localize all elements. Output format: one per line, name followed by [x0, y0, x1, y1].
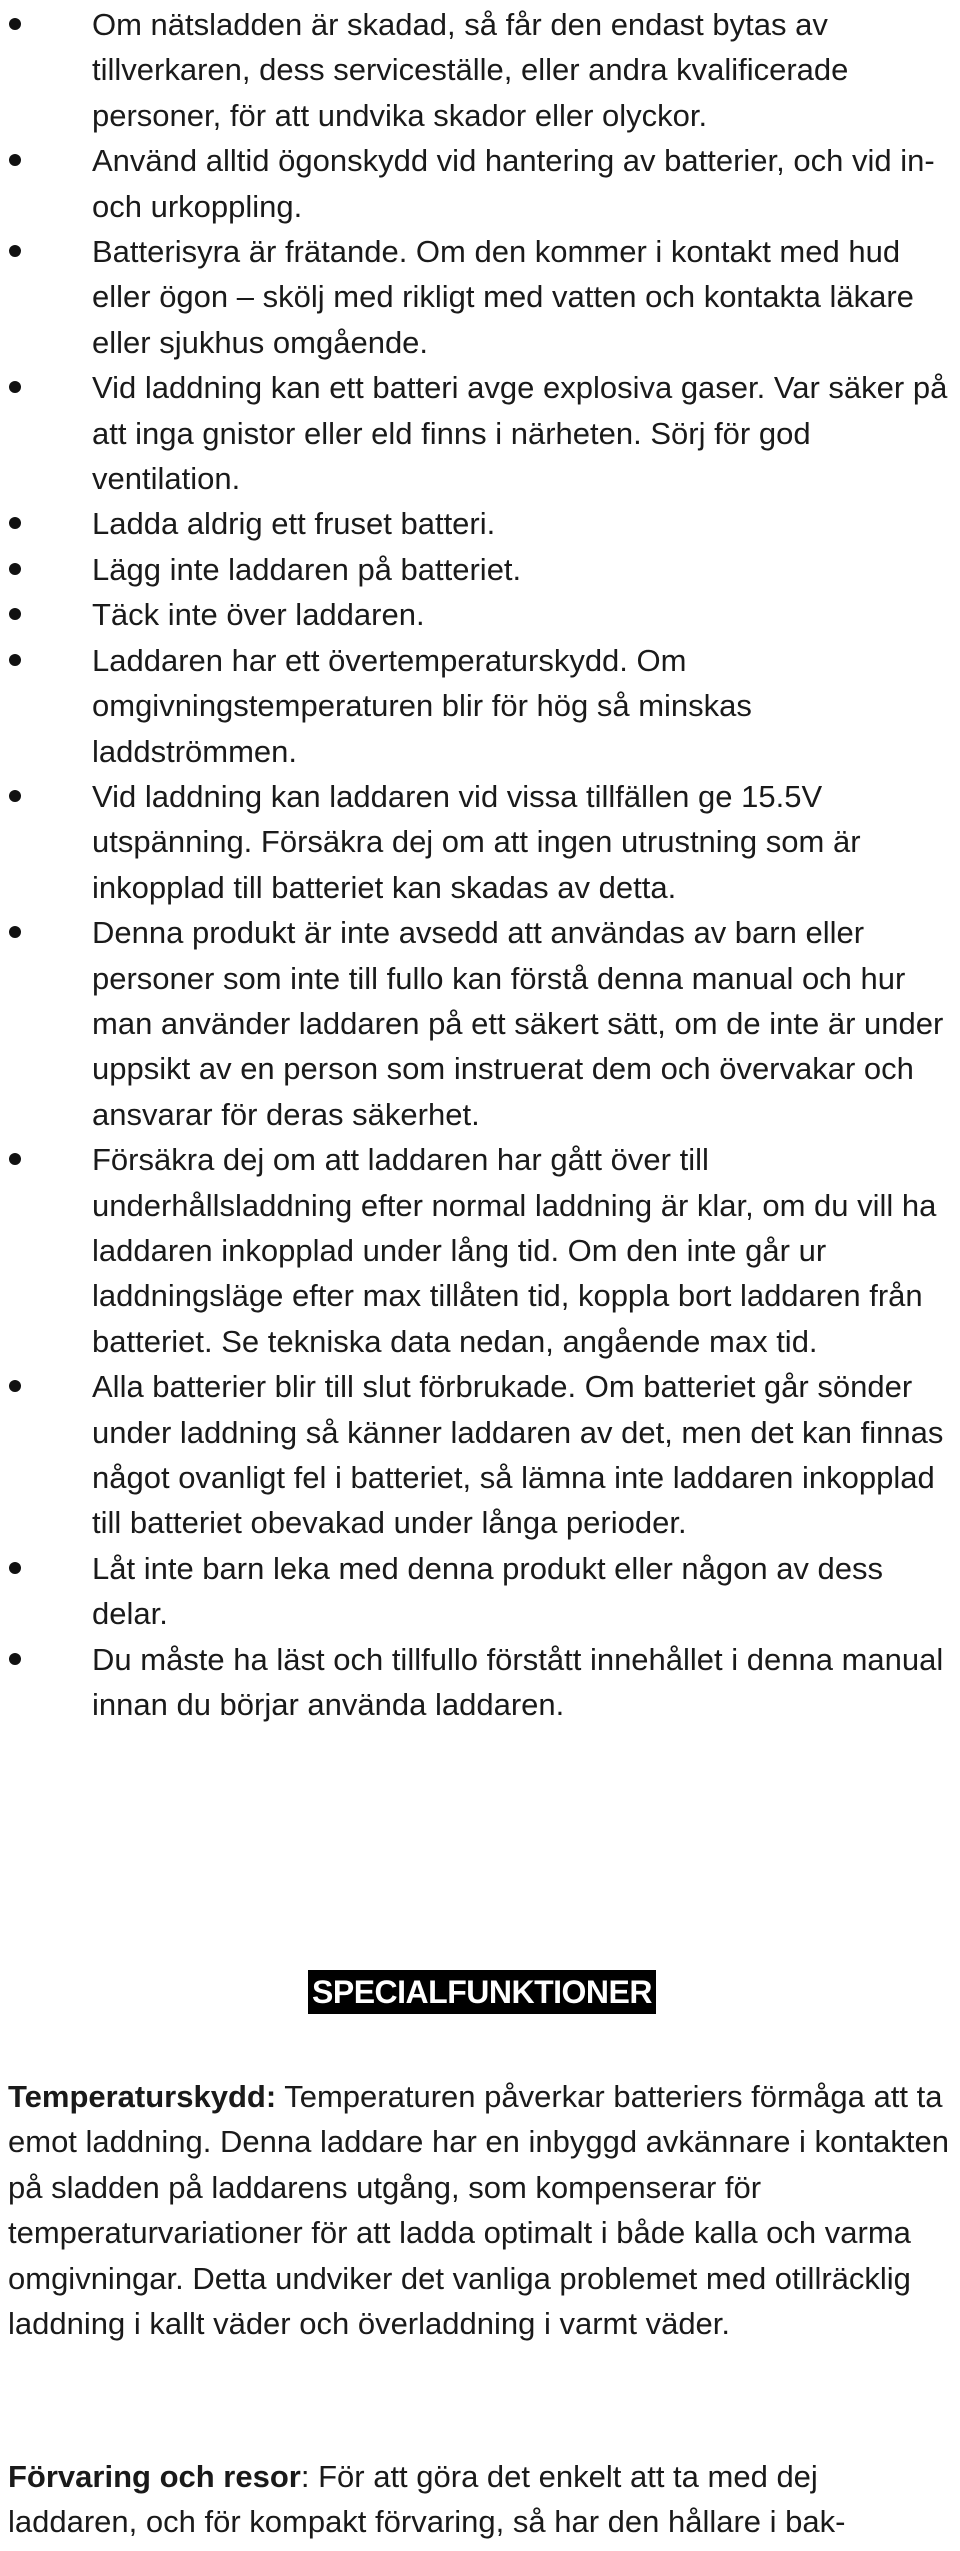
- bullet-icon: [9, 563, 21, 575]
- bullet-icon: [9, 790, 21, 802]
- section-heading: SPECIALFUNKTIONER: [308, 1970, 656, 2014]
- list-item: [0, 774, 960, 910]
- bullet-icon: [9, 1153, 21, 1165]
- temperature-label: Temperaturskydd:: [8, 2079, 277, 2114]
- bullet-icon: [9, 18, 21, 30]
- bullet-text: Täck inte över laddaren.: [92, 597, 425, 633]
- bullet-icon: [9, 926, 21, 938]
- bullet-text: Ladda aldrig ett fruset batteri.: [92, 506, 496, 542]
- list-item: [0, 229, 960, 365]
- bullet-icon: [9, 381, 21, 393]
- list-item: [0, 1546, 960, 1637]
- bullet-text: Om nätsladden är skadad, så får den endast bytas av tillverkaren, dess serviceställe, eller andra kvalificerade personer, för att undvika skador eller olyckor.: [92, 7, 849, 133]
- bullet-text: Vid laddning kan laddaren vid vissa tillfällen ge 15.5V utspänning. Försäkra dej om att ingen utrustning som är inkopplad till batteriet kan skadas av detta.: [92, 778, 861, 905]
- safety-bullet-list: [0, 2, 960, 1727]
- bullet-text: Låt inte barn leka med denna produkt eller någon av dess delar.: [92, 1550, 884, 1632]
- list-item: [0, 1137, 960, 1364]
- storage-text: : För att göra det enkelt att ta med dej laddaren, och för kompakt förvaring, så har den hållare i bak-: [8, 2459, 846, 2540]
- bullet-icon: [9, 517, 21, 529]
- storage-label: Förvaring och resor: [8, 2459, 301, 2494]
- bullet-text: Lägg inte laddaren på batteriet.: [92, 551, 522, 587]
- bullet-icon: [9, 245, 21, 257]
- list-item: [0, 138, 960, 229]
- bullet-icon: [9, 1380, 21, 1392]
- temperature-text: Temperaturen påverkar batteriers förmåga att ta emot laddning. Denna laddare har en inbyggd avkännare i kontakten på sladden på laddarens utgång, som kompenserar för temperaturvariationer för att ladda optimalt i både kalla och varma omgivningar. Detta undviker det vanliga problemet med otillräcklig laddning i kallt väder och överladdning i varmt väder.: [8, 2079, 949, 2342]
- bullet-text: Laddaren har ett övertemperaturskydd. Om omgivningstemperaturen blir för hög så minskas laddströmmen.: [92, 642, 752, 769]
- bullet-icon: [9, 1653, 21, 1665]
- list-item: [0, 2, 960, 138]
- bullet-text: Batterisyra är frätande. Om den kommer i kontakt med hud eller ögon – skölj med rikligt med vatten och kontakta läkare eller sjukhus omgående.: [92, 234, 914, 360]
- bullet-text: Försäkra dej om att laddaren har gått över till underhållsladdning efter normal laddning är klar, om du vill ha laddaren inkopplad under lång tid. Om den inte går ur laddningsläge efter max tillåten tid, koppla bort laddaren från batteriet. Se tekniska data nedan, angående max tid.: [92, 1142, 937, 1359]
- bullet-text: Använd alltid ögonskydd vid hantering av batterier, och vid in- och urkoppling.: [92, 143, 935, 224]
- list-item: [0, 910, 960, 1137]
- bullet-text: Alla batterier blir till slut förbrukade. Om batteriet går sönder under laddning så känner laddaren av det, men det kan finnas något ovanligt fel i batteriet, så lämna inte laddaren inkopplad till batteriet obevakad under långa perioder.: [92, 1369, 944, 1541]
- list-item: [0, 638, 960, 774]
- bullet-icon: [9, 1562, 21, 1574]
- bullet-text: Vid laddning kan ett batteri avge explosiva gaser. Var säker på att inga gnistor eller eld finns i närheten. Sörj för god ventilation.: [92, 370, 948, 497]
- list-item: [0, 1364, 960, 1546]
- list-item: [0, 501, 960, 546]
- bullet-icon: [9, 608, 21, 620]
- storage-paragraph: [8, 2454, 953, 2545]
- bullet-icon: [9, 154, 21, 166]
- list-item: [0, 1637, 960, 1728]
- list-item: [0, 592, 960, 637]
- bullet-text: Denna produkt är inte avsedd att användas av barn eller personer som inte till fullo kan förstå denna manual och hur man använder laddaren på ett säkert sätt, om de inte är under uppsikt av en person som instruerat dem och övervakar och ansvarar för deras säkerhet.: [92, 915, 944, 1132]
- temperature-paragraph: [8, 2074, 953, 2346]
- list-item: [0, 547, 960, 592]
- list-item: [0, 365, 960, 501]
- bullet-icon: [9, 654, 21, 666]
- bullet-text: Du måste ha läst och tillfullo förstått innehållet i denna manual innan du börjar använda laddaren.: [92, 1641, 944, 1723]
